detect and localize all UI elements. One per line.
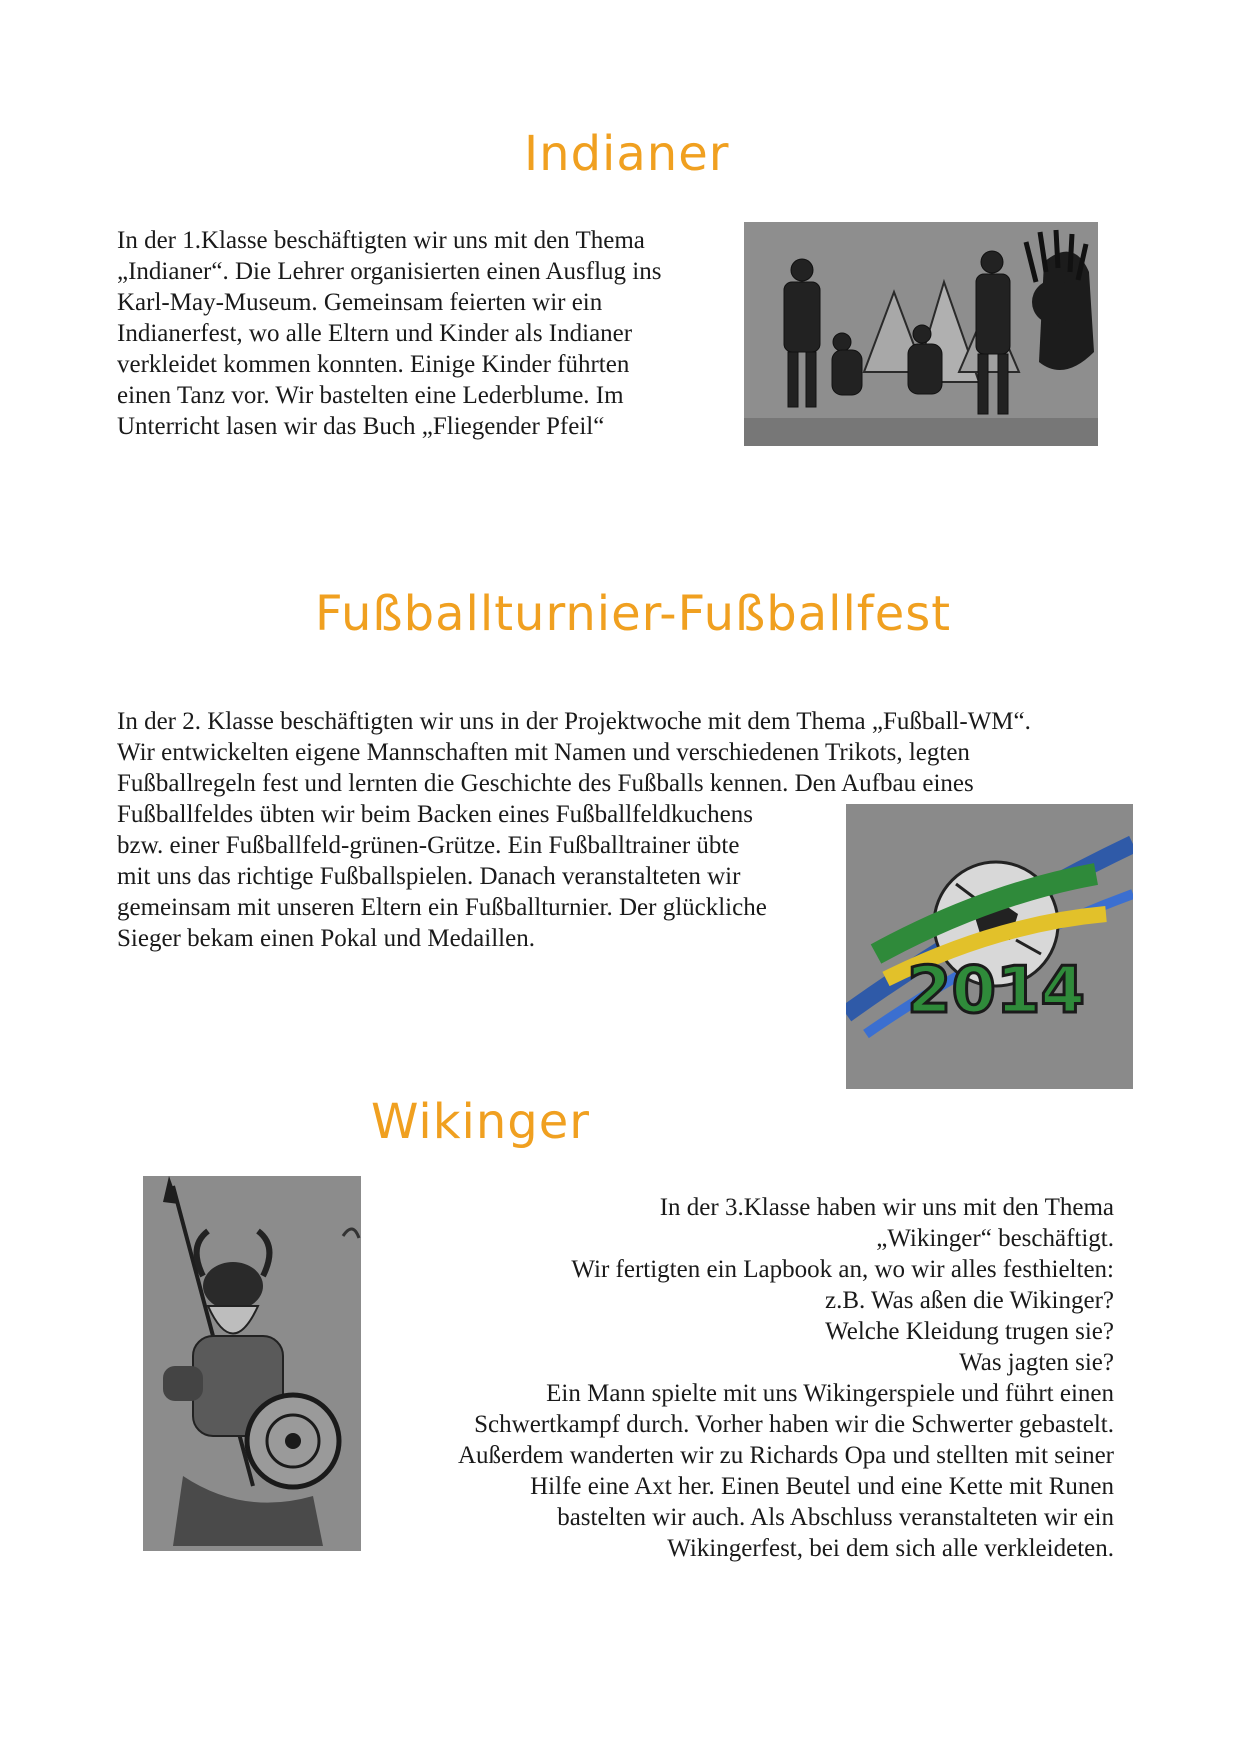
text-line: Hilfe eine Axt her. Einen Beutel und eine Kette mit Runen [530,1473,1114,1500]
text-line: verkleidet kommen konnten. Einige Kinder führten [117,351,630,378]
text-line: „Indianer“. Die Lehrer organisierten einen Ausflug ins [117,258,662,285]
text-line: In der 3.Klasse haben wir uns mit den Thema [659,1194,1114,1221]
section-title-indianer: Indianer [524,126,730,182]
text-line: gemeinsam mit unseren Eltern ein Fußballturnier. Der glückliche [117,894,767,921]
text-line: Wir entwickelten eigene Mannschaften mit Namen und verschiedenen Trikots, legten [117,739,970,766]
text-line: In der 2. Klasse beschäftigten wir uns in der Projektwoche mit dem Thema „Fußball-WM“. [117,708,1031,735]
text-line: Wir fertigten ein Lapbook an, wo wir alles festhielten: [571,1256,1114,1283]
world-cup-2014-logo [846,804,1133,1089]
text-line: Unterricht lasen wir das Buch „Fliegender Pfeil“ [117,413,605,440]
text-line: Was jagten sie? [959,1349,1114,1376]
text-line: Welche Kleidung trugen sie? [825,1318,1114,1345]
text-line: mit uns das richtige Fußballspielen. Danach veranstalteten wir [117,863,741,890]
section-text-indianer [117,225,661,442]
fussball-image [846,804,1133,1089]
text-line: Sieger bekam einen Pokal und Medaillen. [117,925,535,952]
text-line: Karl-May-Museum. Gemeinsam feierten wir ein [117,289,603,316]
text-line: bastelten wir auch. Als Abschluss veranstalteten wir ein [557,1504,1114,1531]
text-line: bzw. einer Fußballfeld-grünen-Grütze. Ein Fußballtrainer übte [117,832,740,859]
text-line: z.B. Was aßen die Wikinger? [824,1287,1114,1314]
logo-year-text: 2014 [906,954,1086,1028]
native-americans-illustration [744,222,1098,446]
text-line: Außerdem wanderten wir zu Richards Opa und stellten mit seiner [457,1442,1114,1469]
text-line: Fußballfeldes übten wir beim Backen eines Fußballfeldkuchens [117,801,753,828]
indianer-image [744,222,1098,446]
section-title-fussball: Fußballturnier-Fußballfest [315,586,952,642]
text-line: einen Tanz vor. Wir bastelten eine Lederblume. Im [117,382,624,409]
section-title-wikinger: Wikinger [371,1094,591,1150]
text-line: Fußballregeln fest und lernten die Geschichte des Fußballs kennen. Den Aufbau eines [117,770,974,797]
text-line: Indianerfest, wo alle Eltern und Kinder als Indianer [117,320,633,347]
text-line: In der 1.Klasse beschäftigten wir uns mit den Thema [117,227,645,254]
text-line: Schwertkampf durch. Vorher haben wir die Schwerter gebastelt. [474,1411,1114,1438]
viking-warrior-illustration [143,1176,361,1551]
text-line: Ein Mann spielte mit uns Wikingerspiele und führt einen [546,1380,1114,1407]
section-text-wikinger [380,1192,1114,1564]
wikinger-image [143,1176,361,1551]
text-line: Wikingerfest, bei dem sich alle verkleideten. [667,1535,1114,1562]
text-line: „Wikinger“ beschäftigt. [876,1225,1114,1252]
